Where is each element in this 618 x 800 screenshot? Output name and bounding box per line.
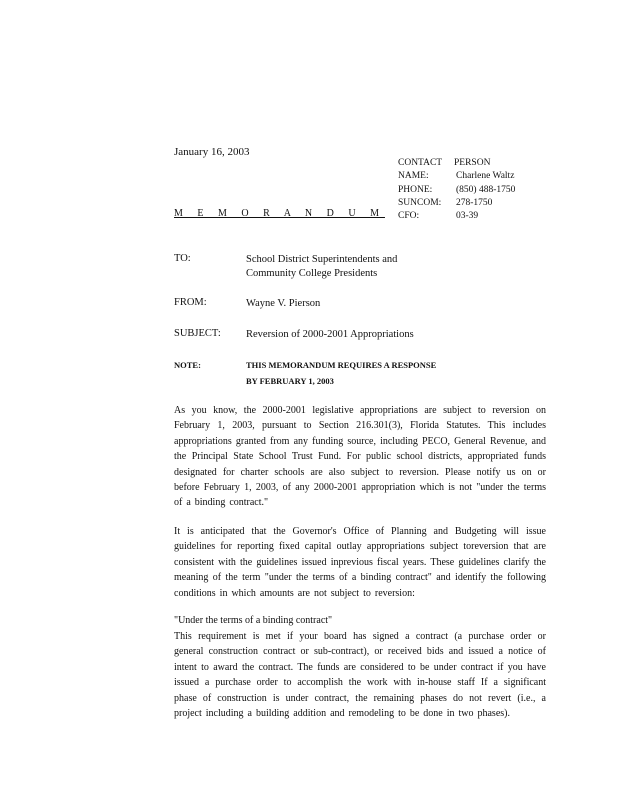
to-value	[246, 253, 397, 281]
contact-label: PHONE:	[398, 184, 433, 195]
from-label: FROM:	[174, 297, 207, 308]
note-label: NOTE:	[174, 360, 201, 370]
contact-row	[398, 157, 515, 170]
from-value: Wayne V. Pierson	[246, 298, 321, 309]
note-line-1: THIS MEMORANDUM REQUIRES A RESPONSE	[246, 360, 437, 370]
paragraph-guidelines: It is anticipated that the Governor's Office of Planning and Budgeting will issue guidelines for reporting fixed capital outlay appropriations subject toreversion that are consistent with the guidelines issued inprevious fiscal years. These guidelines clarify the meaning of the term "under the terms of a binding contract" and identify the following conditions in which amounts are not subject to reversion:	[174, 526, 546, 599]
paragraph-binding-title: "Under the terms of a binding contract"	[174, 615, 333, 626]
paragraph-reversion: As you know, the 2000-2001 legislative appropriations are subject to reversion on February 1, 2003, pursuant to Section 216.301(3), Florida Statutes. This includes appropriations granted from any funding source, including PECO, General Revenue, and the Principal State School Trust Fund. For public school districts, appropriated funds designated for charter schools are also subject to reversion. Please notify us on or before February 1, 2003, of any 2000-2001 appropriation which is not "under the terms of a binding contract."	[174, 405, 546, 509]
contact-row	[398, 210, 515, 223]
contact-label: CFO:	[398, 211, 420, 222]
contact-value: PERSON	[454, 158, 491, 168]
contact-label: NAME:	[398, 171, 429, 182]
subject-label: SUBJECT:	[174, 328, 221, 339]
contact-label: CONTACT	[398, 158, 443, 168]
memo-date: January 16, 2003	[174, 146, 250, 158]
contact-row	[398, 197, 515, 210]
contact-row	[398, 170, 515, 183]
contact-block	[398, 157, 515, 223]
memo-title: M E M O R A N D U M	[174, 208, 385, 219]
contact-value: 278-1750	[456, 197, 493, 208]
contact-label: SUNCOM:	[398, 197, 442, 208]
to-label: TO:	[174, 253, 191, 264]
paragraph-binding-body: This requirement is met if your board has signed a contract (a purchase order or general construction contract or sub-contract), or received bids and issued a notice of intent to award the contract. The funds are considered to be under contract if you have issued a purchase order to accomplish the work with in-house staff If a significant phase of construction is under contract, the remaining phases do not revert (i.e., a project including a building addition and remodeling to be done in two phases).	[174, 631, 546, 720]
contact-value: (850) 488-1750	[456, 184, 516, 195]
contact-value: Charlene Waltz	[456, 171, 515, 182]
contact-row	[398, 184, 515, 197]
to-line-1: School District Superintendents and	[246, 254, 398, 265]
note-line-2: BY FEBRUARY 1, 2003	[246, 376, 334, 386]
contact-value: 03-39	[456, 211, 479, 222]
subject-value: Reversion of 2000-2001 Appropriations	[246, 329, 414, 340]
to-line-2: Community College Presidents	[246, 268, 378, 279]
